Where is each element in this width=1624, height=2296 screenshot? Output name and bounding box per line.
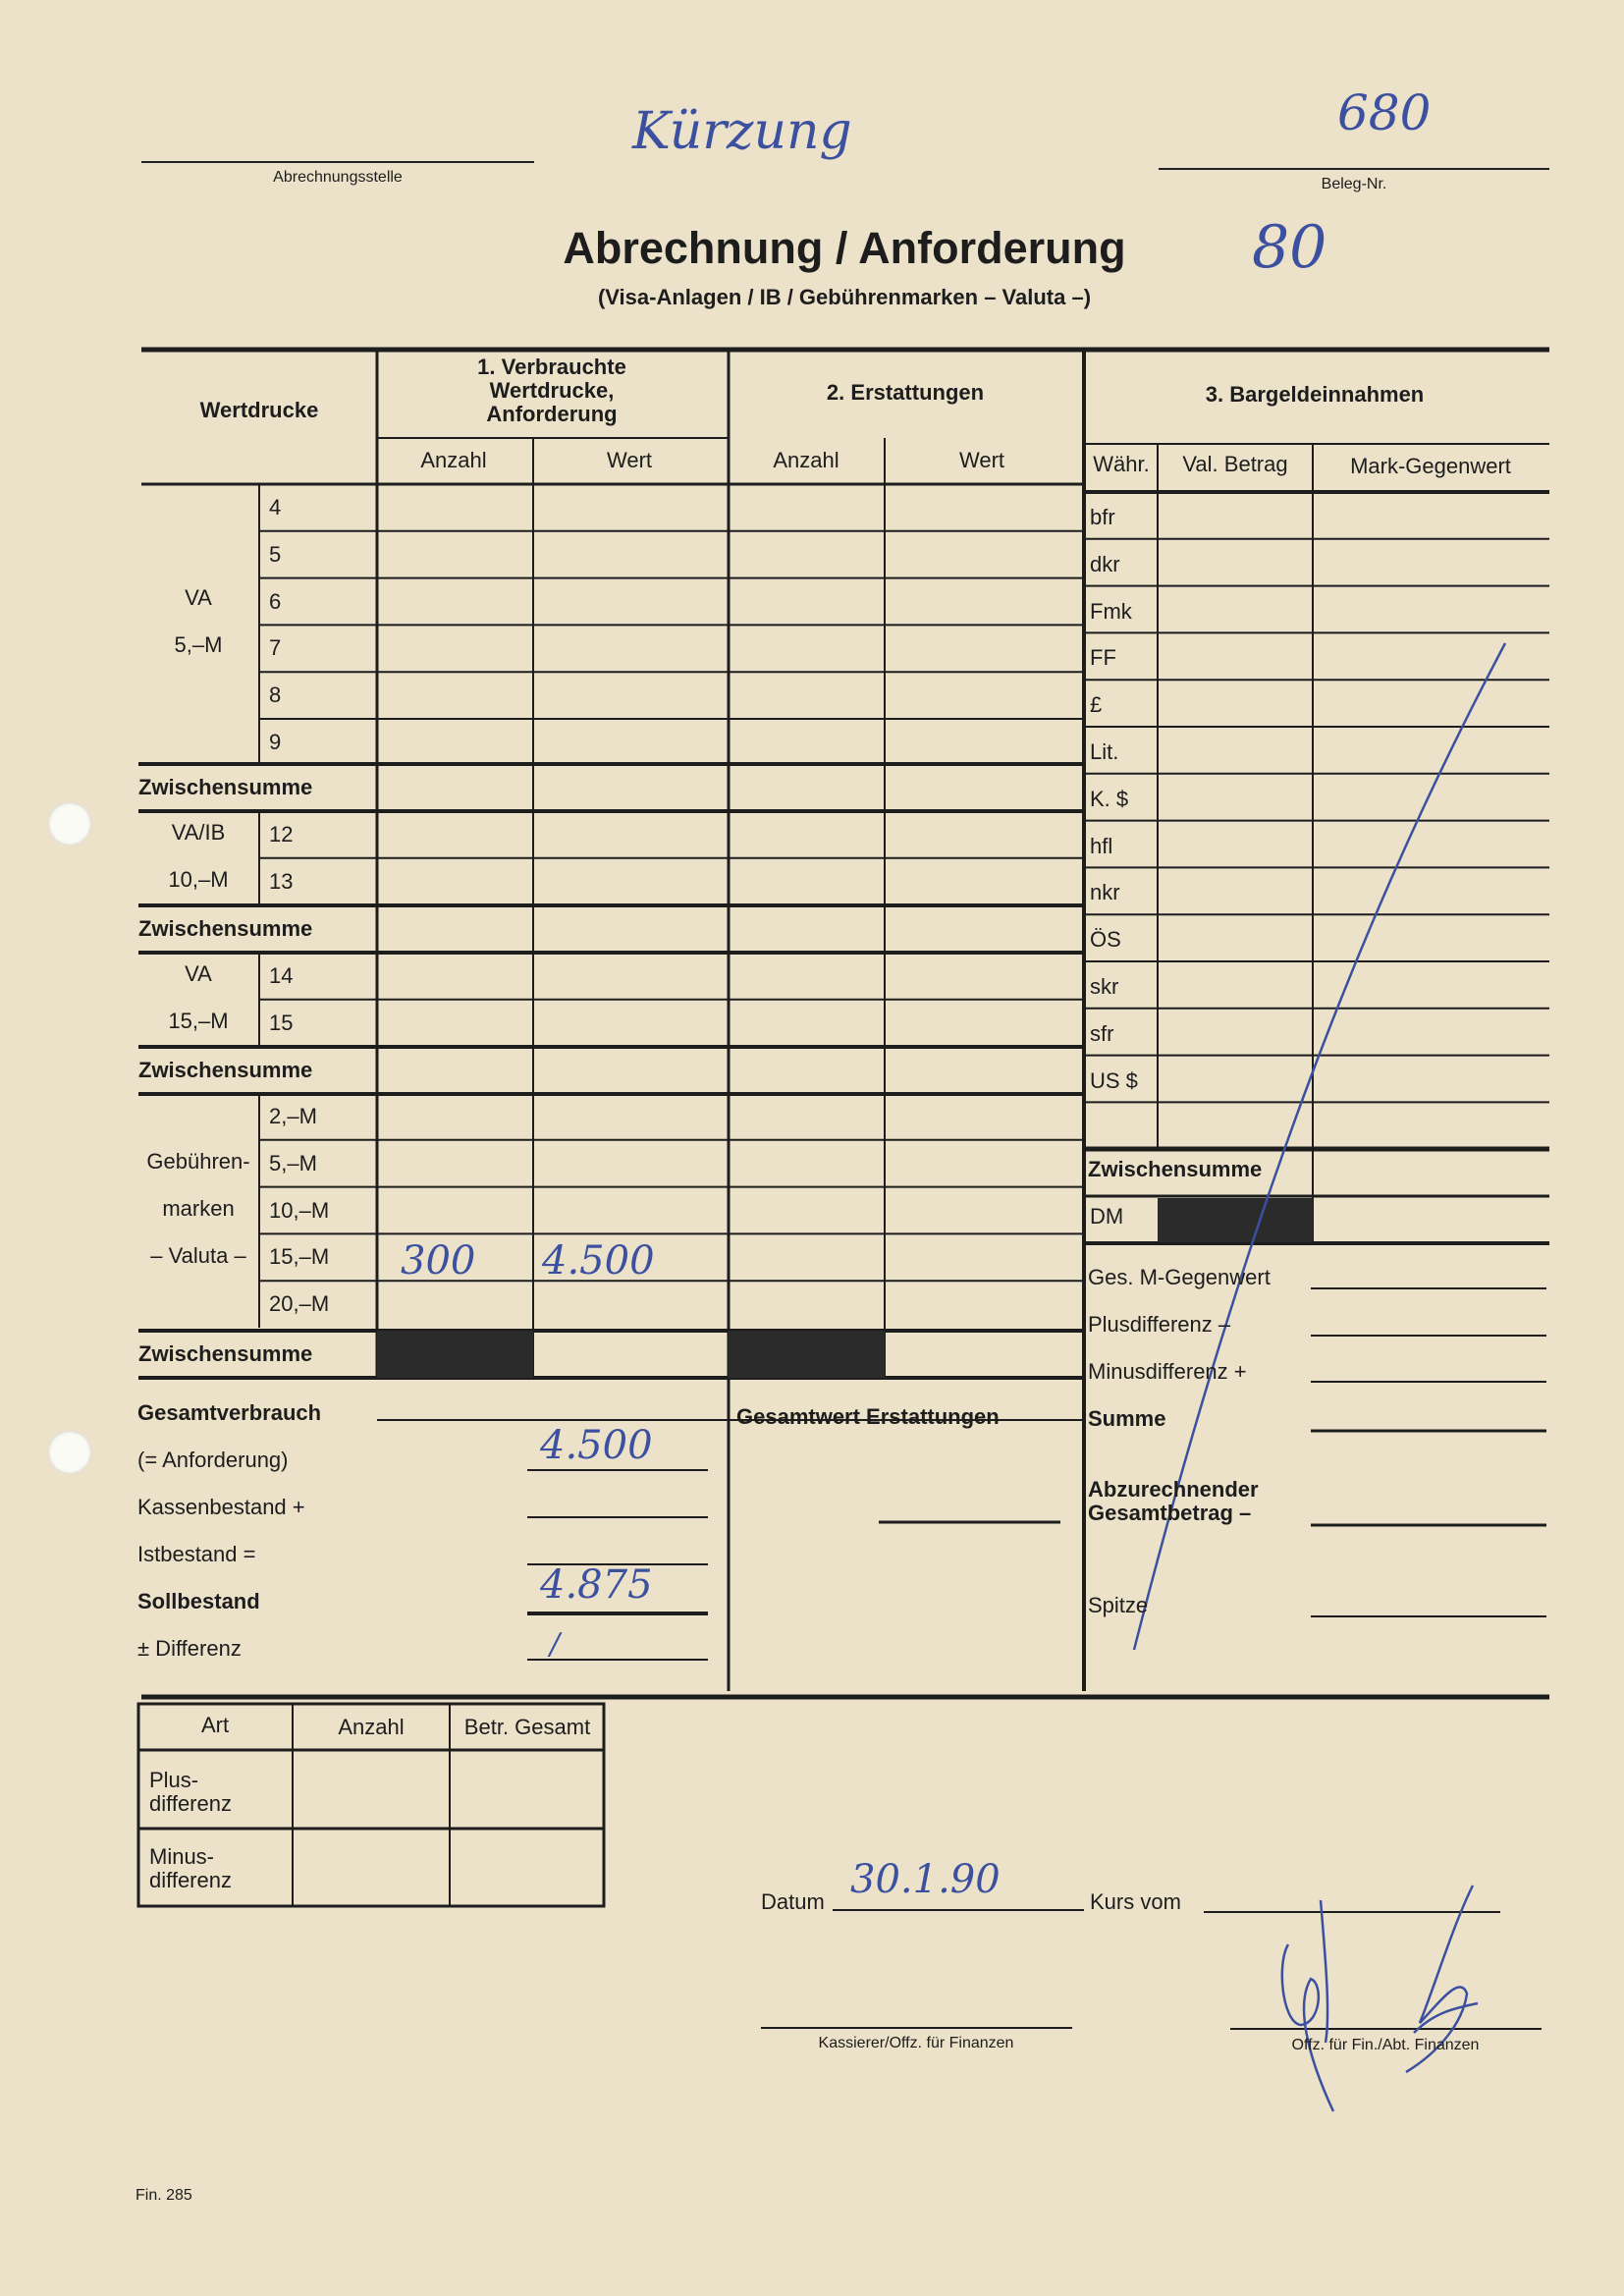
kassenbestand-label: Kassenbestand +: [137, 1495, 305, 1519]
currency-1: dkr: [1090, 551, 1120, 576]
datum-value: 30.1.90: [850, 1857, 1001, 1902]
group-va10-label-1: VA/IB: [171, 820, 226, 845]
minusdifferenz-label: Minusdifferenz +: [1088, 1359, 1247, 1384]
currency-7: hfl: [1090, 833, 1113, 858]
blackout-anzahl: [377, 1331, 533, 1378]
anforderung-label: (= Anforderung): [137, 1448, 289, 1472]
group-va10-label-2: 10,–M: [168, 867, 229, 892]
blackout-erst-anzahl: [729, 1331, 885, 1378]
group-va15-label-2: 15,–M: [168, 1009, 229, 1033]
datum-label: Datum: [761, 1889, 825, 1914]
gesamtbetrag-label: Gesamtbetrag –: [1088, 1501, 1252, 1525]
abzurechnender-label: Abzurechnender: [1088, 1477, 1259, 1502]
row-label-va15-1: 15: [269, 1010, 294, 1035]
abrechnungsstelle-value: Kürzung: [632, 102, 852, 161]
col-waehr: Währ.: [1093, 452, 1150, 476]
currency-10: skr: [1090, 974, 1119, 999]
row-label-va10-0: 12: [269, 822, 294, 847]
gesamtwert-erstattungen-label: Gesamtwert Erstattungen: [736, 1404, 1000, 1429]
row-label-va10-1: 13: [269, 868, 294, 894]
abrechnungsstelle-label: Abrechnungsstelle: [273, 169, 403, 186]
sollbestand-label: Sollbestand: [137, 1589, 260, 1613]
zwischensumme-label-2: Zwischensumme: [138, 1058, 313, 1082]
blackout-dm: [1158, 1198, 1313, 1242]
zwischensumme-label-0: Zwischensumme: [138, 775, 313, 799]
diff-minus-2: differenz: [149, 1868, 232, 1892]
istbestand-label: Istbestand =: [137, 1542, 256, 1566]
currency-2: Fmk: [1090, 598, 1132, 624]
diff-plus-1: Plus-: [149, 1768, 199, 1792]
row-label-va5-4: 8: [269, 683, 282, 708]
diff-col-art: Art: [200, 1713, 230, 1737]
currency-4: £: [1090, 692, 1103, 718]
currency-6: K. $: [1090, 786, 1129, 811]
col-mark-gegenwert: Mark-Gegenwert: [1350, 454, 1511, 478]
row-label-va5-2: 6: [269, 588, 282, 614]
plusdifferenz-label: Plusdifferenz –: [1088, 1312, 1231, 1337]
page-title: Abrechnung / Anforderung: [563, 223, 1126, 273]
kurs-label: Kurs vom: [1090, 1889, 1181, 1914]
hw-sollbestand: 4.875: [540, 1562, 653, 1608]
currency-3: FF: [1090, 645, 1116, 671]
row-label-geb-1: 5,–M: [269, 1150, 317, 1175]
currency-5: Lit.: [1090, 739, 1119, 764]
hw-differenz: /: [550, 1627, 561, 1662]
gesamtverbrauch-label: Gesamtverbrauch: [137, 1400, 322, 1425]
spitze-label: Spitze: [1088, 1593, 1149, 1617]
sec2-header: 2. Erstattungen: [826, 380, 985, 405]
row-label-geb-3: 15,–M: [269, 1244, 330, 1270]
row-label-va5-5: 9: [269, 730, 282, 754]
ges-m-gegenwert-label: Ges. M-Gegenwert: [1088, 1265, 1271, 1289]
diff-col-betr: Betr. Gesamt: [463, 1715, 591, 1739]
row-label-va5-0: 4: [269, 495, 282, 519]
col-anzahl-1: Anzahl: [420, 448, 487, 472]
currency-11: sfr: [1090, 1020, 1114, 1046]
zwischensumme-label-1: Zwischensumme: [138, 916, 313, 941]
side-note: 80: [1252, 213, 1327, 282]
zwischensumme-label-3: Zwischensumme: [138, 1341, 313, 1366]
col-wert-1: Wert: [606, 448, 653, 472]
group-geb-label-1: Gebühren-: [146, 1149, 250, 1174]
col-wert-2: Wert: [958, 448, 1005, 472]
sec1-header-3: Anforderung: [486, 402, 618, 426]
currency-0: bfr: [1090, 505, 1115, 529]
group-geb-label-3: – Valuta –: [150, 1243, 246, 1268]
currency-8: nkr: [1090, 880, 1120, 905]
hw-anzahl-15m: 300: [401, 1238, 476, 1284]
row-label-va5-1: 5: [269, 541, 282, 567]
sec1-header-1: 1. Verbrauchte: [477, 355, 626, 379]
zwischensumme-label-right: Zwischensumme: [1088, 1157, 1263, 1181]
row-label-geb-0: 2,–M: [269, 1104, 317, 1128]
page-subtitle: (Visa-Anlagen / IB / Gebührenmarken – Valuta –): [597, 285, 1092, 309]
beleg-value: 680: [1337, 84, 1432, 141]
group-va15-label-1: VA: [185, 961, 212, 986]
currency-12: US $: [1090, 1067, 1138, 1093]
col-anzahl-2: Anzahl: [773, 448, 839, 472]
row-label-va5-3: 7: [269, 635, 282, 661]
col-wertdrucke: Wertdrucke: [199, 398, 319, 422]
hw-gesamtverbrauch: 4.500: [540, 1423, 653, 1468]
diff-col-anzahl: Anzahl: [338, 1715, 405, 1739]
row-label-va15-0: 14: [269, 963, 294, 988]
currency-9: ÖS: [1090, 927, 1121, 953]
kassierer-label: Kassierer/Offz. für Finanzen: [818, 2035, 1014, 2051]
group-va5-label-1: VA: [185, 585, 212, 610]
diff-minus-1: Minus-: [149, 1844, 215, 1869]
diff-plus-2: differenz: [149, 1791, 232, 1816]
group-geb-label-2: marken: [162, 1196, 235, 1221]
beleg-label: Beleg-Nr.: [1321, 176, 1387, 192]
dm-label: DM: [1090, 1204, 1124, 1229]
row-label-geb-2: 10,–M: [269, 1197, 330, 1223]
summe-label: Summe: [1088, 1406, 1166, 1431]
row-label-geb-4: 20,–M: [269, 1291, 330, 1317]
signature-1: [1282, 1900, 1333, 2111]
form-number: Fin. 285: [135, 2187, 192, 2204]
hw-wert-15m: 4.500: [542, 1238, 655, 1284]
offz-label: Offz. für Fin./Abt. Finanzen: [1291, 2037, 1480, 2053]
differenz-label: ± Differenz: [137, 1636, 242, 1661]
group-va5-label-2: 5,–M: [174, 632, 223, 657]
col-val-betrag: Val. Betrag: [1182, 452, 1288, 476]
sec3-header: 3. Bargeldeinnahmen: [1205, 382, 1425, 407]
sec1-header-2: Wertdrucke,: [489, 378, 615, 403]
